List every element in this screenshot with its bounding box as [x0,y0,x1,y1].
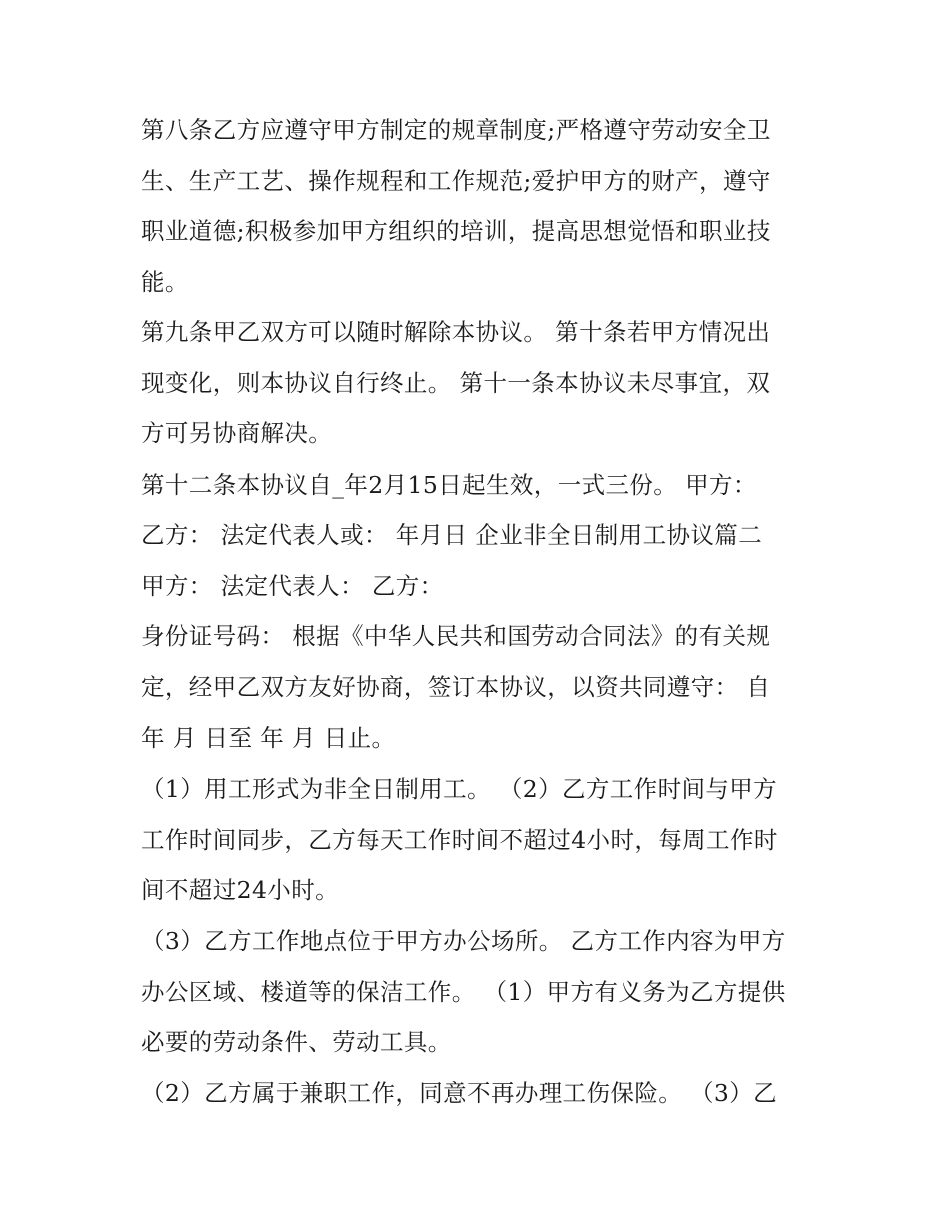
text-line: 第十二条本协议自_年2月15日起生效，一式三份。 甲方： [141,471,757,499]
text-line: 第八条乙方应遵守甲方制定的规章制度;严格遵守劳动安全卫 [141,116,771,144]
text-line: 职业道德;积极参加甲方组织的培训，提高思想觉悟和职业技 [141,217,771,245]
text-line: 办公区域、楼道等的保洁工作。 （1）甲方有义务为乙方提供 [141,978,786,1006]
text-line: 乙方： 法定代表人或： 年月日 企业非全日制用工协议篇二 [141,521,763,549]
text-line: 年 月 日至 年 月 日止。 [141,724,396,752]
text-line: 必要的劳动条件、劳动工具。 [141,1028,452,1056]
text-line: （2）乙方属于兼职工作，同意不再办理工伤保险。 （3）乙 [141,1079,778,1107]
text-line: 工作时间同步，乙方每天工作时间不超过4小时，每周工作时 [141,826,778,854]
text-line: 第九条甲乙双方可以随时解除本协议。 第十条若甲方情况出 [141,318,771,346]
text-line: 现变化，则本协议自行终止。 第十一条本协议未尽事宜，双 [141,369,771,397]
text-line: 方可另协商解决。 [141,419,333,447]
text-line: 生、生产工艺、操作规程和工作规范;爱护甲方的财产，遵守 [141,167,771,195]
text-line: （1）用工形式为非全日制用工。 （2）乙方工作时间与甲方 [141,775,778,803]
text-line: 定，经甲乙双方友好协商，签订本协议，以资共同遵守： 自 [141,673,771,701]
text-line: 甲方： 法定代表人： 乙方： [141,572,444,600]
text-line: 能。 [141,268,189,296]
text-line: 身份证号码： 根据《中华人民共和国劳动合同法》的有关规 [141,622,771,650]
text-line: 间不超过24小时。 [141,876,340,904]
text-line: （3）乙方工作地点位于甲方办公场所。 乙方工作内容为甲方 [141,927,786,955]
